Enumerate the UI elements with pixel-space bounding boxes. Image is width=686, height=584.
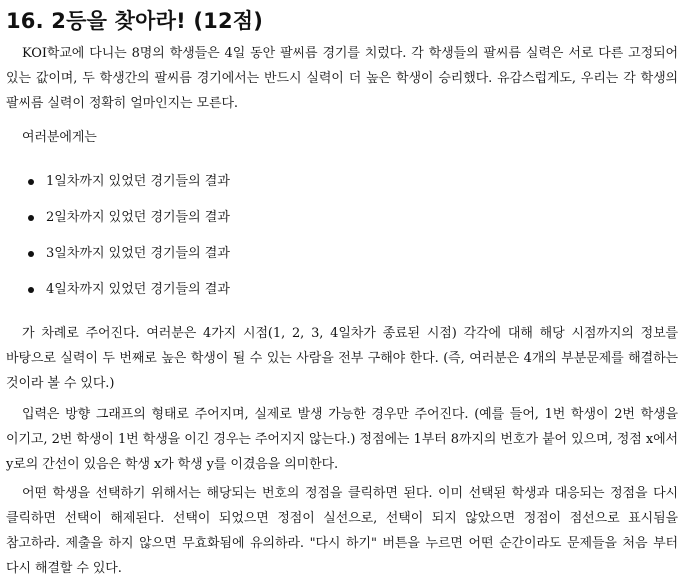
list-item-text: 1일차까지 있었던 경기들의 결과	[46, 174, 230, 189]
results-list	[24, 169, 230, 313]
list-item	[24, 169, 230, 205]
list-item-text: 4일차까지 있었던 경기들의 결과	[46, 282, 230, 297]
given-paragraph: 여러분에게는	[22, 130, 97, 145]
list-item-text: 2일차까지 있었던 경기들의 결과	[46, 210, 230, 225]
list-item	[24, 205, 230, 241]
problem-title: 16. 2등을 찾아라! (12점)	[6, 9, 264, 33]
input-paragraph: 입력은 방향 그래프의 형태로 주어지며, 실제로 발생 가능한 경우만 주어진다. (예를 들어, 1번 학생이 2번 학생을 이기고, 2번 학생이 1번 학생을 이긴 경우는 주어지지 않는다.) 정점에는 1부터 8까지의 번호가 붙어 있으며, 정점 x에서 y로의 간선이 있음은 학생 x가 학생 y를 이겼음을 의미한다.	[6, 407, 678, 472]
selection-paragraph: 어떤 학생을 선택하기 위해서는 해당되는 번호의 정점을 클릭하면 된다. 이미 선택된 학생과 대응되는 정점을 다시 클릭하면 선택이 해제된다. 선택이 되었으면 정점이 실선으로, 선택이 되지 않았으면 정점이 점선으로 표시됨을 참고하라. 제출을 하지 않으면 무효화됨에 유의하라. "다시 하기" 버튼을 누르면 어떤 순간이라도 문제들을 처음 부터 다시 해결할 수 있다.	[6, 486, 678, 576]
intro-paragraph: KOI학교에 다니는 8명의 학생들은 4일 동안 팔씨름 경기를 치렀다. 각 학생들의 팔씨름 실력은 서로 다른 고정되어 있는 값이며, 두 학생간의 팔씨름 경기에서는 반드시 실력이 더 높은 학생이 승리했다. 유감스럽게도, 우리는 각 학생의 팔씨름 실력이 정확히 얼마인지는 모른다.	[6, 46, 678, 111]
bullet-icon	[28, 179, 34, 185]
bullet-icon	[28, 215, 34, 221]
list-item	[24, 241, 230, 277]
list-item	[24, 277, 230, 313]
order-paragraph: 가 차례로 주어진다. 여러분은 4가지 시점(1, 2, 3, 4일차가 종료된 시점) 각각에 대해 해당 시점까지의 정보를 바탕으로 실력이 두 번째로 높은 학생이 될 수 있는 사람을 전부 구해야 한다. (즉, 여러분은 4개의 부분문제를 해결하는 것이라 볼 수 있다.)	[6, 326, 678, 391]
bullet-icon	[28, 287, 34, 293]
list-item-text: 3일차까지 있었던 경기들의 결과	[46, 246, 230, 261]
bullet-icon	[28, 251, 34, 257]
problem-page	[6, 0, 678, 576]
